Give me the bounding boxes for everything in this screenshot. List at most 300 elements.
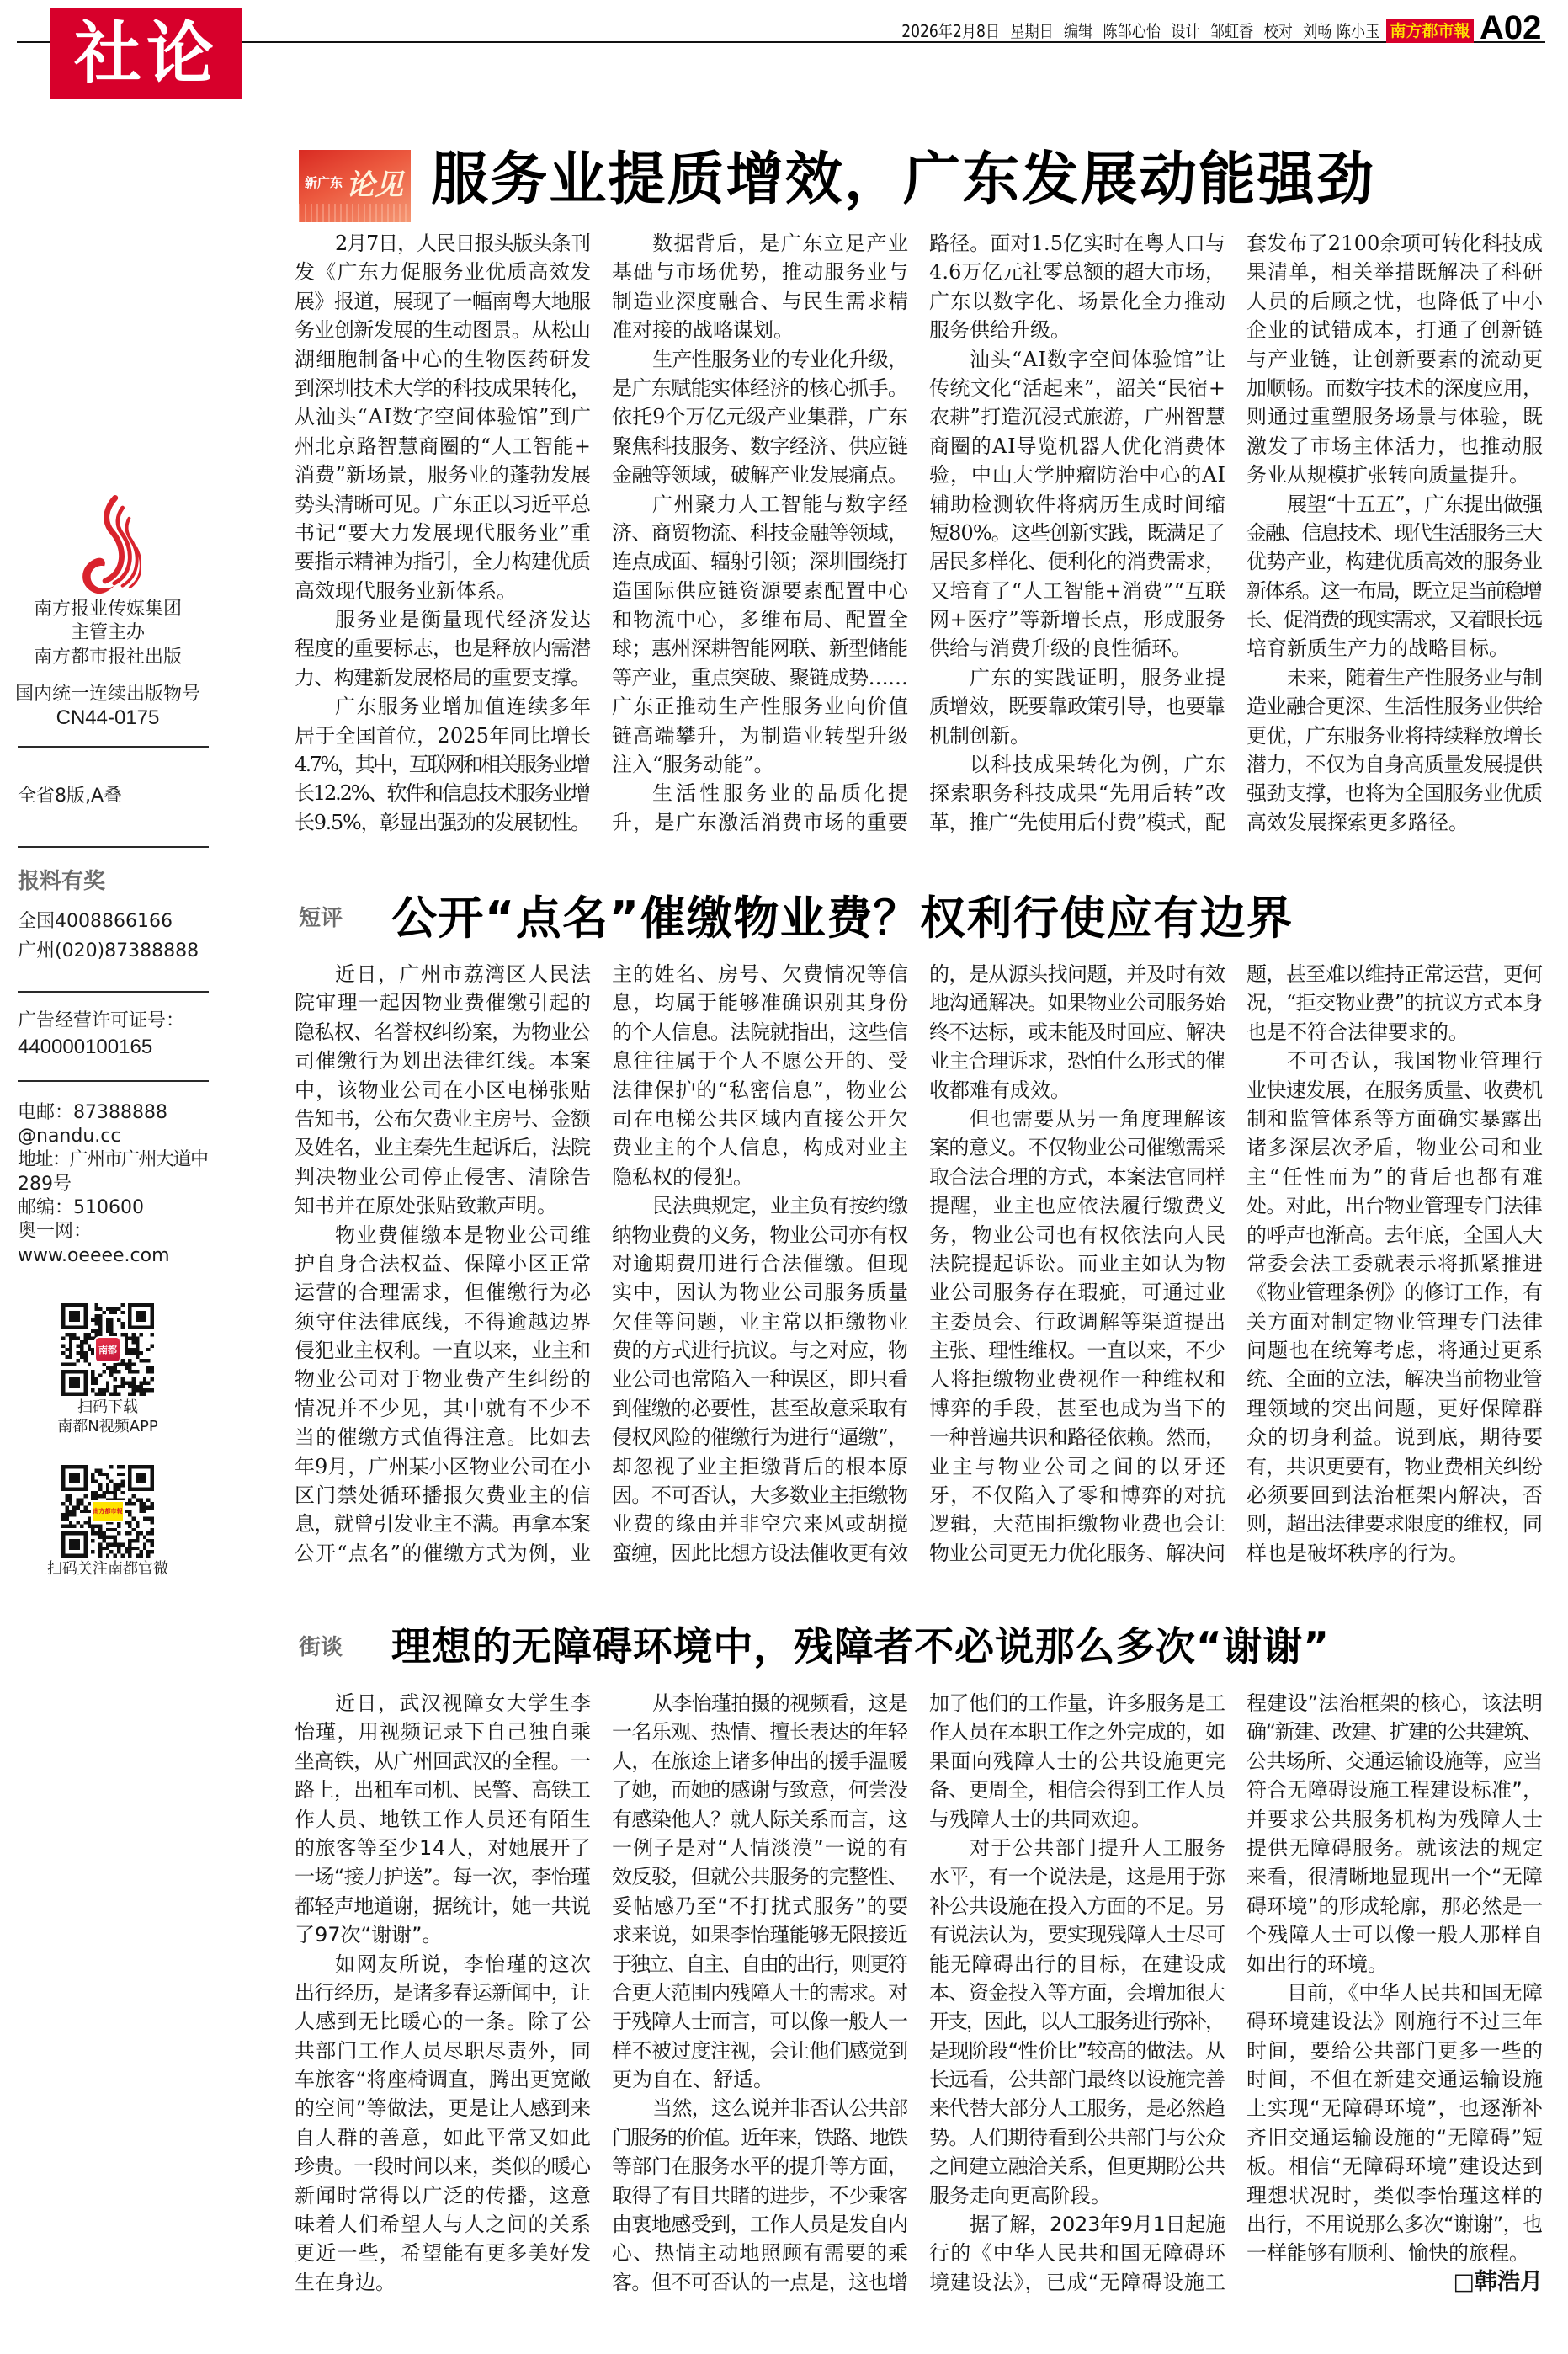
text-line: 服务供给升级。: [929, 318, 1071, 343]
text-line: 与产业链，让创新要素的流动更: [1246, 347, 1544, 371]
text-line: 一名乐观、热情、擅长表达的年轻: [612, 1720, 908, 1744]
article-column: [295, 960, 591, 1568]
text-line: 等部门在服务水平的提升等方面，: [612, 2154, 908, 2179]
article-column: [1246, 960, 1546, 1568]
paragraph: [929, 1105, 1229, 1568]
contact-email: 电邮：87388888: [18, 1102, 167, 1123]
text-line: 逻辑，大范围拒缴物业费也会让: [929, 1512, 1227, 1536]
article-headline: 理想的无障碍环境中，残障者不必说那么多次“谢谢”: [391, 1624, 1330, 1670]
text-line: 案的意义。不仅物业公司催缴需采: [929, 1136, 1225, 1160]
text-line: 准对接的战略谋划。: [612, 318, 794, 343]
paragraph: [929, 229, 1225, 345]
text-line: 的，是从源头找问题，并及时有效: [929, 962, 1225, 986]
text-line: 取得了有目共睹的进步，不少乘客: [612, 2183, 908, 2208]
paragraph: [1246, 1979, 1543, 2268]
text-line: 近日，广州市荔湾区人民法: [335, 962, 593, 986]
text-line: 到深圳技术大学的科技成果转化，: [295, 375, 591, 400]
paragraph: [612, 490, 908, 780]
text-line: 质增效，既要靠政策引导，也要靠: [929, 695, 1225, 719]
text-line: 连点成面、辐射引领；深圳围绕打: [612, 550, 908, 574]
text-line: 题，甚至难以维持正常运营，更何: [1246, 962, 1543, 986]
paragraph: [1246, 663, 1543, 837]
text-line: 作人员、地铁工作人员还有陌生: [295, 1807, 593, 1831]
text-line: 物业费催缴本是物业公司维: [335, 1222, 593, 1247]
text-line: 了97次“谢谢”。: [295, 1923, 443, 1947]
sidebar-divider: [18, 991, 209, 993]
hotline-national: 全国4008866166: [18, 911, 173, 932]
text-line: 广东的实践证明，服务业提: [970, 665, 1227, 690]
text-line: 区门禁处循环播报欠费业主的信: [295, 1483, 593, 1508]
text-line: 到催缴的必要性，甚至故意采取有: [612, 1396, 908, 1420]
text-line: 提醒，业主也应依法履行缴费义: [929, 1194, 1227, 1218]
issn-number: CN44-0175: [56, 706, 160, 729]
text-line: 有，共识更要有，物业费相关纠纷: [1246, 1454, 1543, 1478]
text-line: 个残障人士可以像一般人那样自: [1246, 1923, 1544, 1947]
text-line: 处。对此，出台物业管理专门法律: [1246, 1194, 1543, 1218]
article-kicker: 短评: [299, 906, 343, 931]
paragraph: [929, 1689, 1225, 1834]
text-line: 不可否认，我国物业管理行: [1287, 1049, 1544, 1073]
text-line: 培育新质生产力的战略目标。: [1246, 636, 1509, 661]
text-line: 隐私权、名誉权纠纷案，为物业公: [295, 1020, 591, 1044]
text-line: 侵犯业主权利。一直以来，业主和: [295, 1339, 591, 1363]
text-line: 确“新建、改建、扩建的公共建筑、: [1246, 1720, 1542, 1744]
text-line: 之间建立融洽关系，但更期盼公共: [929, 2154, 1225, 2179]
qr-caption: 扫码关注南都官微: [47, 1560, 168, 1578]
text-line: 长远看，公共部门最终以设施完善: [929, 2068, 1225, 2092]
text-line: 统、全面的立法，解决当前物业管: [1246, 1367, 1543, 1392]
text-line: 激发了市场主体活力，也推动服: [1246, 434, 1544, 458]
text-line: 蛮缠，因此比想方设法催收更有效: [612, 1541, 908, 1565]
section-title-box: [50, 8, 242, 99]
text-line: 欠佳等问题，业主常以拒缴物业: [612, 1309, 910, 1334]
text-line: 湖细胞制备中心的生物医药研发: [295, 347, 593, 371]
text-line: 高效发展探索更多路径。: [1246, 810, 1469, 834]
text-line: 基础与市场优势，推动服务业与: [612, 260, 910, 285]
text-line: 效反驳，但就公共服务的完整性、: [612, 1865, 908, 1889]
text-line: 州北京路智慧商圈的“人工智能+: [295, 434, 592, 458]
text-line: 问题也在统筹考虑，将通过更系: [1246, 1339, 1544, 1363]
text-line: 纳物业费的义务，物业公司亦有权: [612, 1222, 908, 1247]
publisher-name: 南方都市报社出版: [33, 647, 182, 668]
qr-caption: 扫码下载: [77, 1398, 138, 1416]
text-line: 居民多样化、便利化的消费需求，: [929, 550, 1225, 574]
text-line: 终不达标，或未能及时回应、解决: [929, 1020, 1225, 1044]
designer-name: 邹虹香: [1209, 21, 1254, 41]
text-line: 人感到无比暖心的一条。除了公: [295, 2010, 593, 2034]
text-line: 于独立、自主、自由的出行，则更符: [612, 1952, 906, 1976]
text-line: 势头清晰可见。广东正以习近平总: [295, 492, 591, 516]
contact-website-label: 奥一网：: [18, 1221, 93, 1242]
text-line: 长、促消费的现实需求，又着眼长远: [1246, 608, 1541, 632]
edition-info: 全省8版,A叠: [18, 786, 123, 807]
text-line: 路径。面对1.5亿实时在粤人口与: [929, 232, 1226, 255]
text-line: 据了解，2023年9月1日起施: [970, 2213, 1225, 2237]
text-line: 公共场所、交通运输设施等，应当: [1246, 1749, 1543, 1773]
text-line: 业快速发展，在服务质量、收费机: [1246, 1078, 1543, 1102]
text-line: 时间，要给公共部门更多一些的: [1246, 2038, 1544, 2063]
text-line: 加了他们的工作量，许多服务是工: [929, 1691, 1225, 1715]
badge-text-secondary: 论见: [346, 168, 403, 202]
text-line: 的旅客等至少14人，对她展开了: [295, 1835, 592, 1860]
article-column: [929, 960, 1229, 1568]
text-line: 于残障人士而言，可以像一般人一: [612, 2010, 908, 2034]
article-column: [612, 960, 908, 1568]
editor-label: 编辑: [1063, 21, 1093, 41]
text-line: 由衷地感受到，工作人员是发自内: [612, 2213, 908, 2237]
author-byline: □韩浩月: [1453, 2268, 1543, 2295]
text-line: 的呼声也渐高。去年底，全国人大: [1246, 1222, 1543, 1247]
text-line: 革，推广“先使用后付费”模式，配: [929, 810, 1225, 834]
publisher-role: 主管主办: [70, 622, 145, 643]
sidebar-divider: [18, 1080, 209, 1082]
text-line: 主“任性而为”的背后也都有难: [1246, 1164, 1546, 1189]
article-column: [929, 1689, 1225, 2297]
text-line: 造国际供应链资源要素配置中心: [612, 578, 910, 603]
text-line: 当的催缴方式值得注意。比如去: [295, 1425, 593, 1450]
text-line: 展》报道，展现了一幅南粤大地服: [295, 289, 591, 313]
dateline: [901, 19, 1379, 43]
text-line: 当然，这么说并非否认公共部: [652, 2096, 908, 2121]
text-line: 生在身边。: [295, 2270, 396, 2294]
text-line: 中，该物业公司在小区电梯张贴: [295, 1078, 593, 1102]
text-line: 书记“要大力发展现代服务业”重: [295, 520, 593, 545]
text-line: 味着人们希望人与人之间的关系: [295, 2213, 593, 2237]
text-line: 探索职务科技成果“先用后转”改: [929, 781, 1227, 806]
text-line: 短80%。这些创新实践，既满足了: [929, 520, 1225, 545]
text-line: 广州聚力人工智能与数字经: [652, 492, 910, 516]
text-line: 收都难有成效。: [929, 1078, 1071, 1102]
text-line: 展望“十五五”，广东提出做强: [1287, 492, 1543, 516]
text-line: 从汕头“AI数字空间体验馆”到广: [295, 405, 592, 429]
text-line: 司催缴行为划出法律红线。本案: [295, 1049, 593, 1073]
text-line: 因。不可否认，大多数业主拒缴物: [612, 1483, 908, 1508]
text-line: 主张、理性维权。一直以来，不少: [929, 1339, 1225, 1363]
text-line: 制造业深度融合、与民生需求精: [612, 289, 910, 313]
text-line: 加顺畅。而数字技术的深度应用，: [1246, 375, 1543, 400]
paragraph: [295, 605, 591, 692]
text-line: 门服务的价值。近年来，铁路、地铁: [612, 2125, 906, 2149]
text-line: 程建设”法治框架的核心，该法明: [1246, 1691, 1544, 1715]
text-line: 务业从规模扩张转向质量提升。: [1246, 463, 1529, 487]
paragraph: [295, 1689, 591, 1950]
text-line: 农耕”打造沉浸式旅游，广州智慧: [929, 405, 1226, 429]
text-line: 果面向残障人士的公共设施更完: [929, 1749, 1227, 1773]
issn-label: 国内统一连续出版物号: [14, 684, 200, 705]
text-line: 强劲支撑，也将为全国服务业优质: [1246, 781, 1543, 806]
text-line: 板。相信“无障碍环境”建设达到: [1246, 2154, 1544, 2179]
contact-email-domain: @nandu.cc: [18, 1126, 121, 1147]
text-line: 和物流中心，多维布局、配置全: [612, 608, 910, 632]
article-kicker: 街谈: [299, 1635, 343, 1660]
text-line: 都轻声地道谢，据统计，她一共说: [295, 1893, 591, 1918]
text-line: 开支，因此，以人工服务进行弥补，: [929, 2010, 1224, 2034]
article-column: [295, 1689, 591, 2297]
text-line: 心、热情主动地照顾有需要的乘: [612, 2241, 910, 2266]
text-line: 车旅客“将座椅调直，腾出更宽敞: [295, 2068, 592, 2092]
text-line: 辅助检测软件将病历生成时间缩: [929, 492, 1227, 516]
paragraph: [295, 960, 591, 1221]
paragraph: [1246, 229, 1543, 490]
text-line: 金融等领域，破解产业发展痛点。: [612, 463, 908, 487]
text-line: 共部门工作人员尽职尽责外，同: [295, 2038, 593, 2063]
qr-code-official-account[interactable]: [61, 1465, 154, 1558]
text-line: 《物业管理条例》的修订工作，有: [1246, 1281, 1543, 1305]
text-line: 以科技成果转化为例，广东: [970, 753, 1227, 777]
text-line: 如出行的环境。: [1246, 1952, 1388, 1976]
text-line: 套发布了2100余项可转化科技成: [1246, 232, 1544, 255]
text-line: 的个人信息。法院就指出，这些信: [612, 1020, 908, 1044]
text-line: 聚焦科技服务、数字经济、供应链: [612, 434, 908, 458]
text-line: 高效现代服务业新体系。: [295, 578, 517, 603]
text-line: 有感染他人？就人际关系而言，这: [612, 1807, 908, 1831]
text-line: 取合法合理的方式，本案法官同样: [929, 1164, 1225, 1189]
text-line: 求来说，如果李怡瑾能够无限接近: [612, 1923, 908, 1947]
contact-address-number: 289号: [18, 1174, 72, 1195]
text-line: 理领域的突出问题，更好保障群: [1246, 1396, 1544, 1420]
text-line: 是广东赋能实体经济的核心抓手。: [612, 375, 908, 400]
text-line: 业主与物业公司之间的以牙还: [929, 1454, 1229, 1478]
paragraph: [1246, 960, 1543, 1047]
text-line: 业公司也常陷入一种误区，即只看: [612, 1367, 908, 1392]
ad-license-number: 440000100165: [18, 1036, 153, 1058]
text-line: 法院提起诉讼。而业主如认为物: [929, 1251, 1227, 1276]
text-line: 新体系。这一布局，既立足当前稳增: [1246, 578, 1541, 603]
article-column: [295, 229, 591, 837]
paragraph: [929, 960, 1225, 1105]
text-line: 侵权风险的催缴行为进行“逼缴”，: [612, 1425, 908, 1450]
text-line: 对于公共部门提升人工服务: [970, 1835, 1227, 1860]
text-line: 坐高铁，从广州回武汉的全程。一: [295, 1749, 591, 1773]
text-line: 依托9个万亿元级产业集群，广东: [612, 405, 909, 429]
text-line: 人员的后顾之忧，也降低了中小: [1246, 289, 1544, 313]
text-line: 链高端攀升，为制造业转型升级: [612, 723, 910, 748]
hotline-title: 报料有奖: [18, 869, 106, 894]
text-line: 知书并在原处张贴致歉声明。: [295, 1194, 557, 1218]
paragraph: [612, 345, 908, 490]
text-line: 符合无障碍设施工程建设标准”，: [1246, 1778, 1544, 1803]
ad-license-label: 广告经营许可证号：: [18, 1010, 185, 1031]
text-line: 长12.2%、软件和信息技术服务业增: [295, 781, 589, 806]
text-line: 注入“服务动能”。: [612, 753, 774, 777]
text-line: 济、商贸物流、科技金融等领域，: [612, 520, 908, 545]
text-line: 院审理一起因物业费催缴引起的: [295, 991, 593, 1015]
text-line: 传统文化“活起来”，韶关“民宿+: [929, 375, 1226, 400]
article-column: [612, 229, 912, 837]
article-column: [929, 229, 1225, 837]
text-line: 众的切身利益。说到底，期待要: [1246, 1425, 1544, 1450]
text-line: 验，中山大学肿瘤防治中心的AI: [929, 463, 1226, 487]
text-line: 潜力，不仅为自身高质量发展提供: [1246, 753, 1543, 777]
text-line: 2月7日，人民日报头版头条刊: [335, 232, 590, 255]
text-line: 况，“拒交物业费”的抗议方式本身: [1246, 991, 1543, 1015]
text-line: 要指示精神为指引，全力构建优质: [295, 550, 591, 574]
paragraph: [929, 1834, 1225, 2210]
text-line: 本、资金投入等方面，会增加很大: [929, 1980, 1225, 2005]
text-line: 诸多深层次矛盾，物业公司和业: [1246, 1136, 1544, 1160]
designer-label: 设计: [1171, 21, 1200, 41]
text-line: 物业公司对于物业费产生纠纷的: [295, 1367, 593, 1392]
text-line: 4.6万亿元社零总额的超大市场，: [929, 260, 1226, 285]
qr-code-app[interactable]: [61, 1303, 154, 1396]
text-line: 须守住法律底线，不得逾越边界: [295, 1309, 593, 1334]
text-line: 务业创新发展的生动图景。从松山: [295, 318, 591, 343]
text-line: 博弈的手段，甚至也成为当下的: [929, 1396, 1227, 1420]
column-badge-logo: [299, 150, 411, 222]
text-line: 居于全国首位，2025年同比增长: [295, 723, 592, 748]
text-line: 情况并不少见，其中就有不少不: [295, 1396, 593, 1420]
text-line: 主委员会、行政调解等渠道提出: [929, 1309, 1227, 1334]
text-line: 更为自在、舒适。: [612, 2068, 773, 2092]
text-line: 样不被过度注视，会让他们感觉到: [612, 2038, 908, 2063]
publisher-group: 南方报业传媒集团: [33, 599, 182, 620]
text-line: 广东正推动生产性服务业向价值: [612, 695, 910, 719]
text-line: 常委会法工委就表示将抓紧推进: [1246, 1251, 1544, 1276]
text-line: 隐私权的侵犯。: [612, 1164, 753, 1189]
text-line: 发《广东力促服务业优质高效发: [295, 260, 593, 285]
page-number: A02: [1480, 9, 1542, 46]
issue-date: 2026年2月8日: [901, 21, 1000, 41]
sidebar-divider: [18, 746, 209, 748]
text-line: 费业主的个人信息，构成对业主: [612, 1136, 910, 1160]
text-line: 实中，因认为物业公司服务质量: [612, 1281, 910, 1305]
text-line: 民法典规定，业主负有按约缴: [652, 1194, 908, 1218]
text-line: 是现阶段“性价比”较高的做法。从: [929, 2038, 1225, 2063]
qr-caption: 南都N视频APP: [57, 1418, 158, 1435]
newspaper-logo: [1386, 19, 1474, 43]
text-line: 商圈的AI导览机器人优化消费体: [929, 434, 1226, 458]
text-line: 境建设法》，已成“无障碍设施工: [929, 2270, 1227, 2294]
text-line: 年9月，广州某小区物业公司在小: [295, 1454, 592, 1478]
badge-skyline: [299, 204, 411, 222]
text-line: 及姓名，业主秦先生起诉后，法院: [295, 1136, 591, 1160]
text-line: 费的方式进行抗议。与之对应，物: [612, 1339, 908, 1363]
paragraph: [612, 960, 908, 1191]
paragraph: [612, 1689, 908, 2094]
text-line: 牙，不仅陷入了零和博弈的对抗: [929, 1483, 1227, 1508]
text-line: 服务走向更高阶段。: [929, 2183, 1111, 2208]
text-line: 优势产业，构建优质高效的服务业: [1246, 550, 1543, 574]
text-line: 造业融合更深、生活性服务业供给: [1246, 695, 1543, 719]
text-line: 碍环境建设法》刚施行不过三年: [1246, 2010, 1544, 2034]
text-line: 理想状况时，类似李怡瑾这样的: [1246, 2183, 1544, 2208]
text-line: 合更大范围内残障人士的需求。对: [612, 1980, 908, 2005]
text-line: 提供无障碍服务。就该法的规定: [1246, 1835, 1544, 1860]
text-line: 水平，有一个说法是，这是用于弥: [929, 1865, 1225, 1889]
text-line: 行的《中华人民共和国无障碍环: [929, 2241, 1227, 2266]
text-line: 齐旧交通运输设施的“无障碍”短: [1246, 2125, 1544, 2149]
text-line: 未来，随着生产性服务业与制: [1287, 665, 1543, 690]
text-line: 对逾期费用进行合法催缴。但现: [612, 1251, 910, 1276]
text-line: 了她，而她的感谢与致意，何尝没: [612, 1778, 908, 1803]
text-line: 广东以数字化、场景化全力推动: [929, 289, 1227, 313]
text-line: 出行，不用说那么多次“谢谢”，也: [1246, 2213, 1543, 2237]
text-line: 路上，出租车司机、民警、高铁工: [295, 1778, 591, 1803]
text-line: 长9.5%，彰显出强劲的发展韧性。: [295, 810, 590, 834]
text-line: 判决物业公司停止侵害、清除告: [295, 1164, 593, 1189]
paragraph: [929, 663, 1225, 750]
article-column: [1246, 229, 1543, 837]
text-line: 碍环境”的形成轮廓，那必然是一: [1246, 1893, 1544, 1918]
text-line: 更近一些，希望能有更多美好发: [295, 2241, 593, 2266]
text-line: 来代替大部分人工服务，是必然趋: [929, 2096, 1225, 2121]
paragraph: [612, 2094, 908, 2297]
hotline-guangzhou: 广州(020)87388888: [18, 940, 199, 961]
text-line: 近日，武汉视障女大学生李: [335, 1691, 593, 1715]
badge-text-primary: 新广东: [305, 175, 343, 190]
text-line: 数据背后，是广东立足产业: [652, 232, 910, 255]
text-line: 样也是破坏秩序的行为。: [1246, 1541, 1469, 1565]
paragraph: [295, 229, 591, 605]
article-headline: 公开“点名”催缴物业费？权利行使应有边界: [391, 892, 1294, 945]
issue-weekday: 星期日: [1010, 21, 1054, 41]
text-line: 人，在旅途上诸多伸出的援手温暖: [612, 1749, 908, 1773]
app-logo: [94, 1336, 121, 1363]
text-line: 却忽视了业主拒缴背后的根本原: [612, 1454, 910, 1478]
article-column: [1246, 1689, 1543, 2297]
text-line: 与残障人士的共同欢迎。: [929, 1807, 1151, 1831]
newspaper-mini-logo-text: 南方都市報: [93, 1508, 123, 1515]
paragraph: [929, 2210, 1225, 2297]
text-line: 网+医疗”等新增长点，形成服务: [929, 608, 1226, 632]
text-line: 客。但不可否认的一点是，这也增: [612, 2270, 908, 2294]
text-line: 广东服务业增加值连续多年: [335, 695, 593, 719]
text-line: 生产性服务业的专业化升级，: [652, 347, 908, 371]
text-line: 服务业是衡量现代经济发达: [335, 608, 593, 632]
text-line: 4.7%，其中，互联网和相关服务业增: [295, 753, 589, 777]
paragraph: [1246, 1047, 1546, 1568]
app-logo-text: 南都: [98, 1345, 117, 1355]
text-line: 如网友所说，李怡瑾的这次: [335, 1952, 593, 1976]
newspaper-mini-logo: [91, 1500, 125, 1522]
text-line: 地沟通解决。如果物业公司服务始: [929, 991, 1225, 1015]
paragraph: [295, 1221, 591, 1568]
contact-address: 地址：广州市广州大道中: [18, 1149, 208, 1170]
text-line: 必须要回到法治框架内解决，否: [1246, 1483, 1544, 1508]
text-line: 一种普遍共识和路径依赖。然而，: [929, 1425, 1225, 1450]
text-line: 更优，广东服务业将持续释放增长: [1246, 723, 1543, 748]
text-line: 力、构建新发展格局的重要支撑。: [295, 665, 591, 690]
paragraph: [929, 345, 1225, 663]
text-line: 妥帖感乃至“不打扰式服务”的要: [612, 1893, 910, 1918]
contact-website[interactable]: www.oeeee.com: [18, 1245, 170, 1266]
text-line: 护自身合法权益、保障小区正常: [295, 1251, 593, 1276]
article-column: [612, 1689, 908, 2297]
editor-name: 陈邹心怡: [1103, 21, 1161, 41]
text-line: 作人员在本职工作之外完成的，如: [929, 1720, 1225, 1744]
text-line: 但也需要从另一角度理解该: [970, 1106, 1227, 1131]
text-line: 珍贵。一段时间以来，类似的暖心: [295, 2154, 591, 2179]
text-line: 告知书，公布欠费业主房号、金额: [295, 1106, 591, 1131]
text-line: 关方面对制定物业管理专门法律: [1246, 1309, 1544, 1334]
text-line: 机制创新。: [929, 723, 1030, 748]
text-line: 公开“点名”的催缴方式为例，业: [295, 1541, 593, 1565]
text-line: 时间，不但在新建交通运输设施: [1246, 2068, 1544, 2092]
text-line: 运营的合理需求，但催缴行为必: [295, 1281, 593, 1305]
proofreader-names: 刘畅 陈小玉: [1302, 21, 1379, 41]
text-line: 从李怡瑾拍摄的视频看，这是: [652, 1691, 908, 1715]
text-line: 又培育了“人工智能+消费”“互联: [929, 578, 1226, 603]
paragraph: [612, 779, 912, 837]
text-line: 上实现“无障碍环境”，也逐渐补: [1246, 2096, 1544, 2121]
text-line: 并要求公共服务机构为残障人士: [1246, 1807, 1544, 1831]
text-line: 一样能够有顺利、愉快的旅程。: [1246, 2241, 1529, 2266]
text-line: 果清单，相关举措既解决了科研: [1246, 260, 1544, 285]
text-line: 等产业，重点突破、聚链成势……: [612, 665, 908, 690]
text-line: 则通过重塑服务场景与体验，既: [1246, 405, 1544, 429]
section-title: 社论: [74, 14, 219, 93]
text-line: 主的姓名、房号、欠费情况等信: [612, 962, 910, 986]
